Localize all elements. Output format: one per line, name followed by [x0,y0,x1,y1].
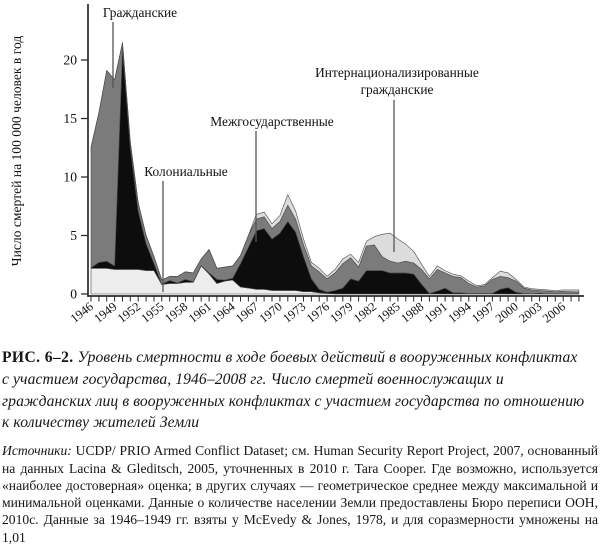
x-tick-label: 2000 [492,299,521,326]
annotation-colonial-label: Колониальные [144,164,228,179]
x-tick-label: 1973 [280,299,309,326]
figure-caption [2,347,586,434]
y-tick-label: 0 [70,286,77,302]
figure-sources [2,442,598,546]
annotation-civil-label: Гражданские [102,5,178,20]
y-tick-label: 20 [63,52,77,68]
x-tick-label: 1991 [421,299,450,326]
x-tick-label: 1967 [232,299,262,326]
x-tick-label: 1970 [256,299,285,326]
y-ticks [81,60,88,294]
y-axis-title: Число смертей на 100 000 человек в год [9,35,24,267]
figure-sources-label: Источники: [2,443,72,459]
y-tick-label: 5 [70,228,77,243]
figure-caption-text: Уровень смертности в ходе боевых действий в вооруженных конфликтах с участием государства, 1946–2008 гг. Число смертей военнослужащих и гражданских лиц в вооруженных конфликтах с участием государства по отношению к количеству жителей Земли [2,349,585,432]
figure-caption-number: РИС. 6–2. [2,349,74,366]
x-tick-label: 1952 [114,299,144,326]
x-tick-label: 2006 [539,299,569,326]
annotation-internationalized-civil-label-line1: Интернационализированные [315,65,479,80]
x-tick-label: 1961 [185,299,214,326]
x-tick-label: 1994 [445,299,474,326]
x-tick-label: 1985 [374,299,403,326]
annotation-internationalized-civil-label-line2: гражданские [360,82,434,97]
x-tick-label: 1988 [398,299,427,326]
x-tick-label: 2003 [516,299,545,326]
x-tick-label: 1946 [67,299,96,326]
y-tick-label: 15 [63,111,77,126]
annotation-interstate-label: Межгосударственные [210,114,334,129]
figure-sources-text: UCDP/ PRIO Armed Conflict Dataset; см. Human Security Report Project, 2007, основанный на данных Lacina & Gleditsch, 2005, уточненных в 2010 г. Tara Cooper. Где возможно, используется «наиболее достоверная» оценка; в других случаях — геометрическое среднее между максимальной и минимальной оценками. Данные о количестве населении Земли предоставлены Бюро переписи ООН, 2010c. Данные за 1946–1949 гг. взяты у McEvedy & Jones, 1978, и для соразмерности умножены на 1,01 [2,443,598,545]
x-tick-label: 1982 [350,299,380,326]
x-tick-label: 1964 [209,299,238,326]
x-tick-label: 1955 [138,299,167,326]
x-tick-label: 1997 [469,299,498,326]
y-tick-label: 10 [63,169,77,185]
x-tick-label: 1958 [162,299,191,326]
x-tick-label: 1976 [303,299,332,326]
x-tick-label: 1949 [91,299,120,326]
x-tick-label: 1979 [327,299,356,326]
